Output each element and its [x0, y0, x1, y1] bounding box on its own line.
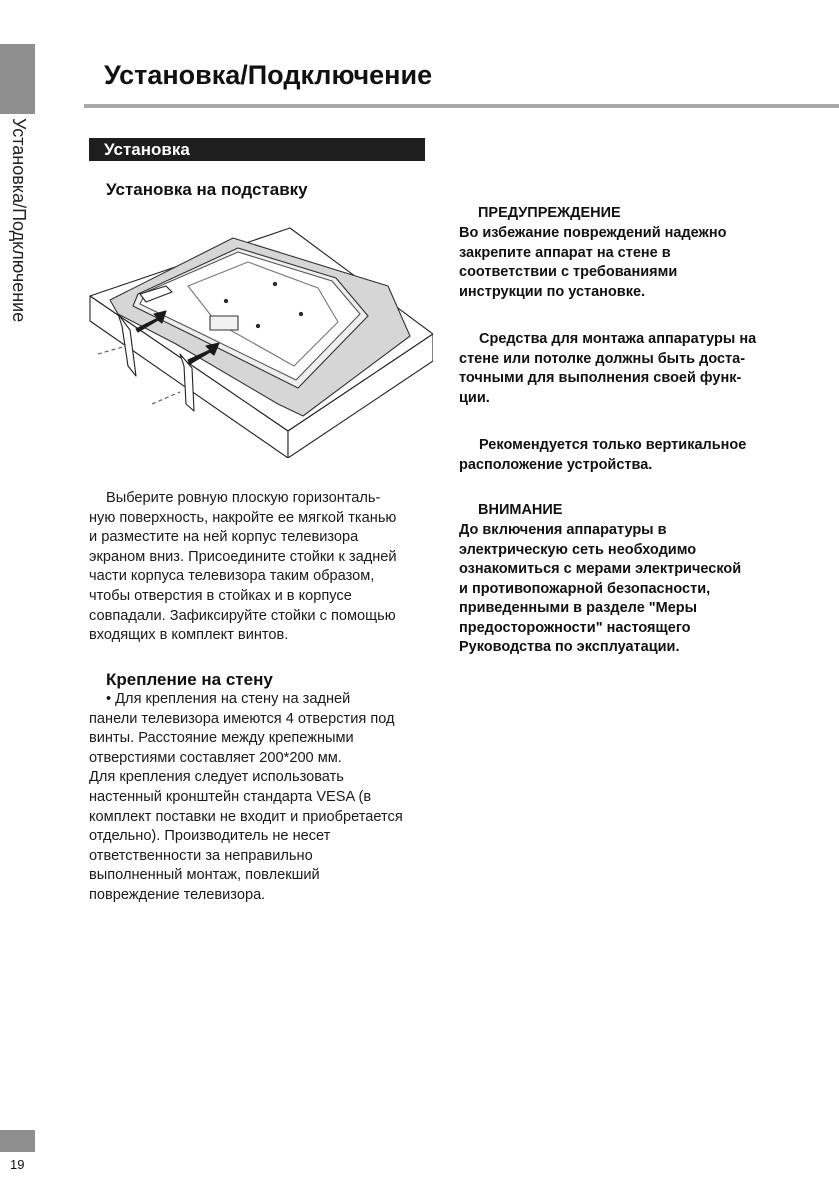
warning-line: Во избежание повреждений надежно — [459, 225, 727, 241]
footer-tab-marker — [0, 1130, 35, 1152]
stand-line: ную поверхность, накройте ее мягкой тканью — [89, 509, 397, 526]
wall-line: комплект поставки не входит и приобретается — [89, 808, 403, 825]
warning-heading: ПРЕДУПРЕЖДЕНИЕ — [478, 205, 621, 221]
wall-line: ответственности за неправильно — [89, 847, 313, 864]
wall-heading: Крепление на стену — [106, 670, 273, 689]
warning-line: инструкции по установке. — [459, 283, 646, 300]
tools-note-line: стене или потолке должны быть доста- — [459, 350, 746, 367]
stand-line: Выберите ровную плоскую горизонталь- — [106, 490, 381, 506]
vertical-note-line: Рекомендуется только вертикальное — [479, 437, 747, 453]
wall-paragraph — [89, 690, 441, 906]
stand-line: совпадали. Зафиксируйте стойки с помощью — [89, 607, 396, 624]
attention-line: электрическую сеть необходимо — [459, 541, 697, 558]
stand-paragraph — [89, 489, 441, 646]
stand-line: части корпуса телевизора таким образом, — [89, 568, 375, 585]
attention-paragraph — [459, 521, 799, 658]
tools-note-line: Средства для монтажа аппаратуры на — [479, 331, 757, 347]
vertical-note-paragraph — [459, 436, 799, 475]
stand-line: и разместите на ней корпус телевизора — [89, 529, 359, 546]
stand-line: чтобы отверстия в стойках и в корпусе — [89, 587, 352, 604]
attention-line: предосторожности" настоящего — [459, 619, 691, 636]
warning-paragraph — [459, 224, 799, 302]
wall-line: настенный кронштейн стандарта VESA (в — [89, 788, 372, 805]
page-number: 19 — [10, 1157, 25, 1172]
side-tab-marker — [0, 44, 35, 114]
attention-heading: ВНИМАНИЕ — [478, 502, 563, 518]
stand-installation-illustration — [88, 226, 433, 458]
attention-line: Руководства по эксплуатации. — [459, 639, 680, 655]
wall-line: отверстиями составляет 200*200 мм. — [89, 749, 342, 766]
stand-line: экраном вниз. Присоедините стойки к задней — [89, 548, 397, 565]
tools-note-line: ции. — [459, 389, 490, 406]
wall-line: • Для крепления на стену на задней — [106, 691, 351, 707]
warning-line: закрепите аппарат на стене в — [459, 244, 671, 261]
vertical-note-line: расположение устройства. — [459, 456, 653, 473]
title-rule — [84, 104, 839, 108]
page-title: Установка/Подключение — [104, 60, 433, 90]
tools-note-paragraph — [459, 330, 799, 408]
stand-heading: Установка на подставку — [106, 180, 308, 199]
wall-line: повреждение телевизора. — [89, 886, 266, 903]
warning-line: соответствии с требованиями — [459, 264, 678, 280]
wall-line: винты. Расстояние между крепежными — [89, 730, 354, 747]
stand-line: входящих в комплект винтов. — [89, 627, 289, 644]
attention-line: приведенными в разделе "Меры — [459, 600, 698, 616]
side-section-label: Установка/Подключение — [9, 118, 29, 323]
tools-note-line: точными для выполнения своей функ- — [459, 370, 742, 386]
wall-line: выполненный монтаж, повлекший — [89, 867, 320, 884]
wall-line: отдельно). Производитель не несет — [89, 828, 331, 845]
attention-line: До включения аппаратуры в — [459, 522, 667, 538]
attention-line: ознакомиться с мерами электрической — [459, 561, 742, 577]
wall-line: Для крепления следует использовать — [89, 769, 344, 786]
attention-line: и противопожарной безопасности, — [459, 580, 711, 597]
wall-line: панели телевизора имеются 4 отверстия под — [89, 710, 395, 727]
section-bar: Установка — [89, 138, 425, 161]
